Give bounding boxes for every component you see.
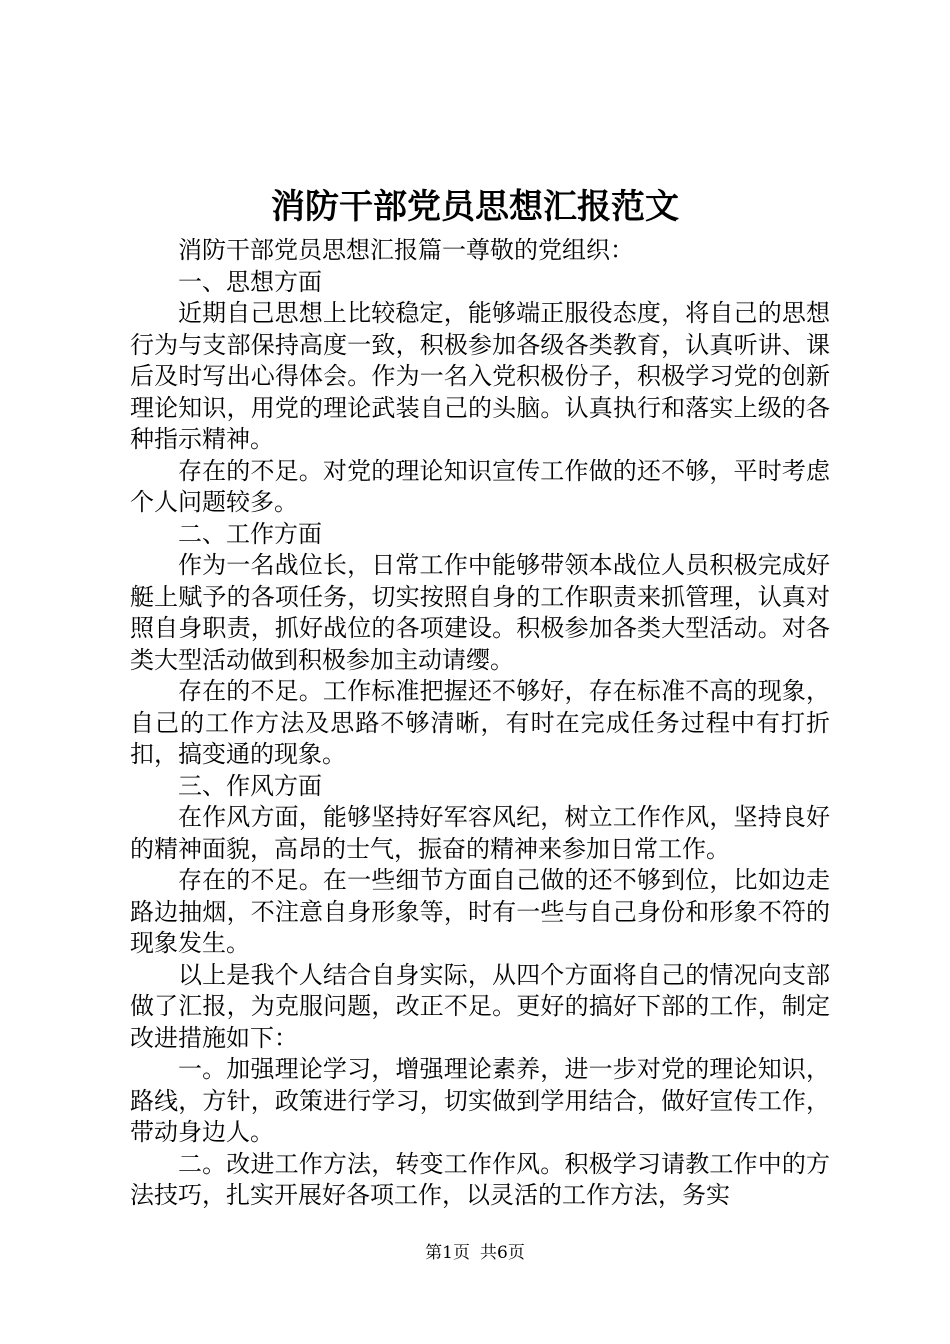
document-body xyxy=(130,235,830,1212)
paragraph: 二。改进工作方法，转变工作作风。积极学习请教工作中的方法技巧，扎实开展好各项工作，以灵活的工作方法，务实 xyxy=(130,1149,830,1209)
paragraph: 在作风方面，能够坚持好军容风纪，树立工作作风，坚持良好的精神面貌，高昂的士气，振奋的精神来参加日常工作。 xyxy=(130,803,830,863)
section-heading: 三、作风方面 xyxy=(178,771,322,800)
paragraph: 消防干部党员思想汇报篇一尊敬的党组织： xyxy=(178,236,634,264)
paragraph: 存在的不足。对党的理论知识宣传工作做的还不够，平时考虑个人问题较多。 xyxy=(130,456,830,516)
page-total: 共6页 xyxy=(480,1243,525,1263)
section-heading: 二、工作方面 xyxy=(178,519,322,548)
paragraph: 一。加强理论学习，增强理论素养，进一步对党的理论知识，路线，方针，政策进行学习，切实做到学用结合，做好宣传工作，带动身边人。 xyxy=(130,1055,830,1146)
paragraph: 以上是我个人结合自身实际，从四个方面将自己的情况向支部做了汇报，为克服问题，改正不足。更好的搞好下部的工作，制定改进措施如下： xyxy=(130,960,830,1052)
paragraph: 存在的不足。在一些细节方面自己做的还不够到位，比如边走路边抽烟，不注意自身形象等，时有一些与自己身份和形象不符的现象发生。 xyxy=(130,866,830,957)
document-title: 消防干部党员思想汇报范文 xyxy=(271,187,679,227)
page-number: 第1页 xyxy=(425,1243,470,1263)
page-footer xyxy=(0,1241,950,1265)
section-heading: 一、思想方面 xyxy=(178,267,322,296)
paragraph: 作为一名战位长，日常工作中能够带领本战位人员积极完成好艇上赋予的各项任务，切实按照自身的工作职责来抓管理，认真对照自身职责，抓好战位的各项建设。积极参加各类大型活动。对各类大型活动做到积极参加主动请缨。 xyxy=(130,551,830,674)
paragraph: 近期自己思想上比较稳定，能够端正服役态度，将自己的思想行为与支部保持高度一致，积极参加各级各类教育，认真听讲、课后及时写出心得体会。作为一名入党积极份子，积极学习党的创新理论知识，用党的理论武装自己的头脑。认真执行和落实上级的各种指示精神。 xyxy=(130,299,830,453)
paragraph: 存在的不足。工作标准把握还不够好，存在标准不高的现象，自己的工作方法及思路不够清晰，有时在完成任务过程中有打折扣，搞变通的现象。 xyxy=(130,677,830,768)
